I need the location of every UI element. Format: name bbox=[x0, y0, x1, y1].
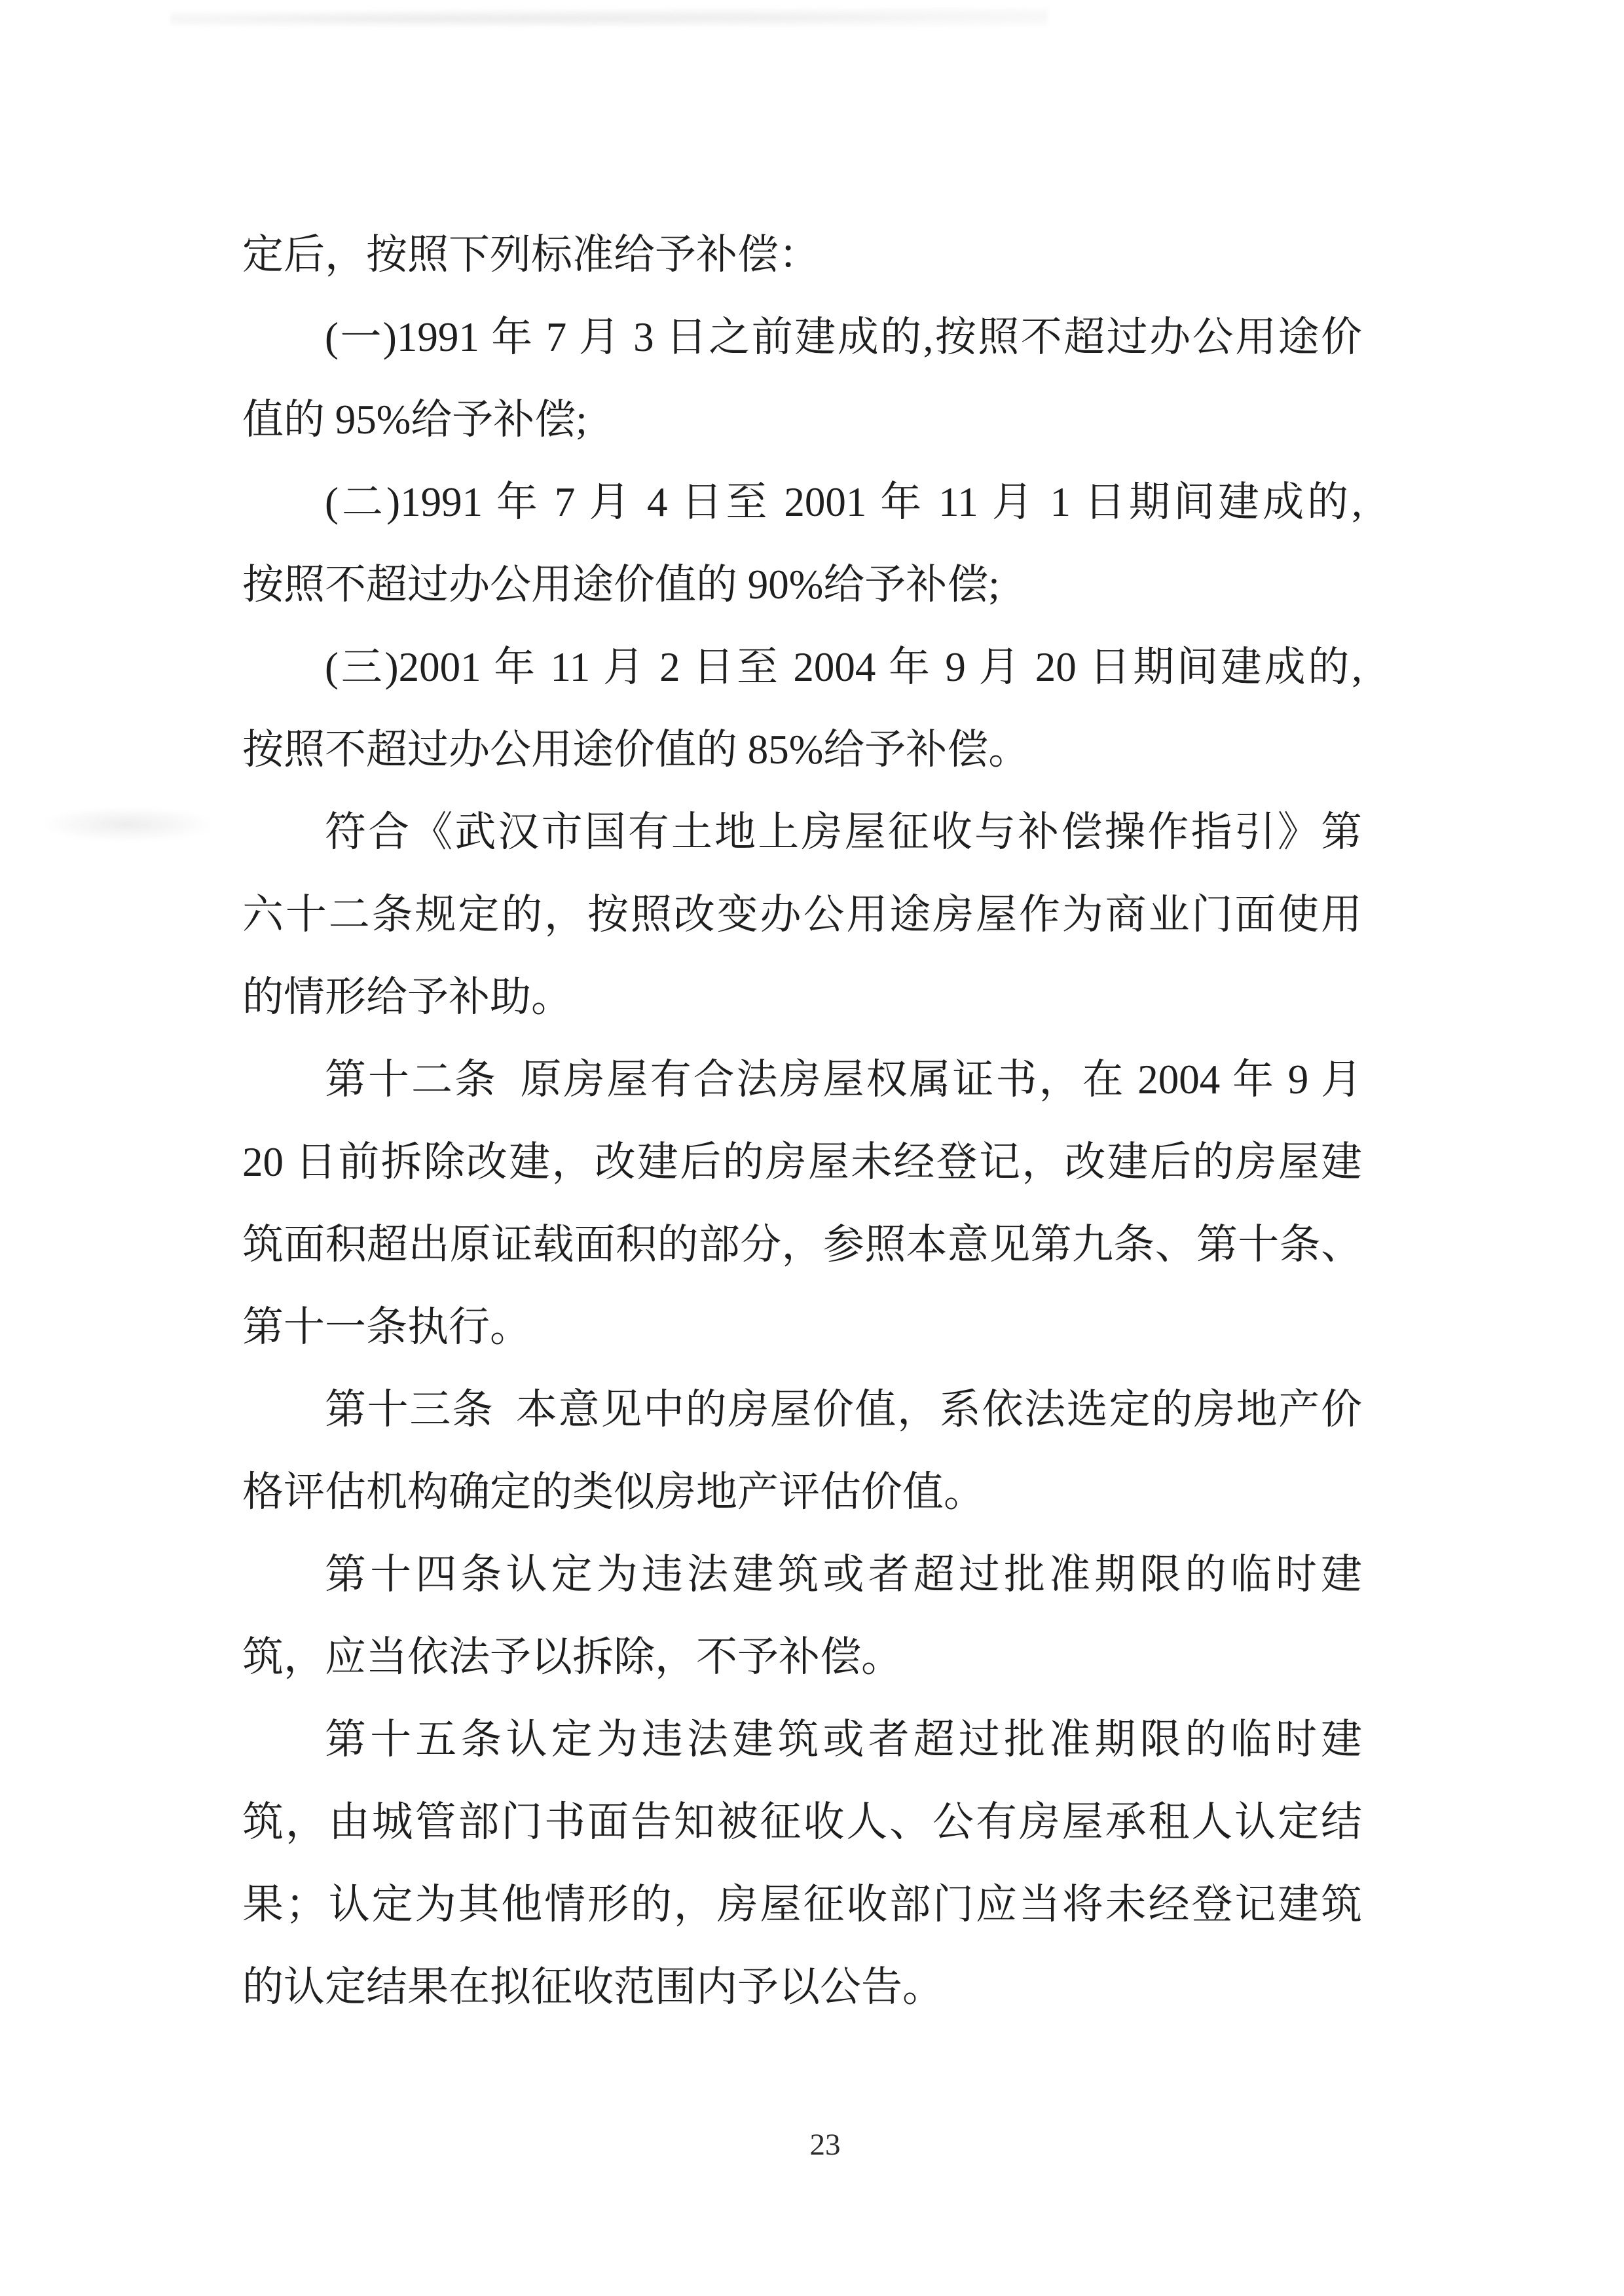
text-line: 果；认定为其他情形的，房屋征收部门应当将未经登记建筑 bbox=[242, 1882, 1362, 1927]
text-line: 的情形给予补助。 bbox=[242, 974, 572, 1020]
text-line: 筑，由城管部门书面告知被征收人、公有房屋承租人认定结 bbox=[242, 1799, 1362, 1845]
text-line: 第十五条认定为违法建筑或者超过批准期限的临时建 bbox=[325, 1717, 1362, 1762]
text-line: 第十四条认定为违法建筑或者超过批准期限的临时建 bbox=[325, 1552, 1362, 1597]
text-line: 六十二条规定的，按照改变办公用途房屋作为商业门面使用 bbox=[242, 892, 1362, 938]
text-line: 第十三条 本意见中的房屋价值，系依法选定的房地产价 bbox=[325, 1387, 1362, 1432]
text-line: 第十二条 原房屋有合法房屋权属证书，在 2004 年 9 月 bbox=[325, 1057, 1362, 1102]
text-line: 20 日前拆除改建，改建后的房屋未经登记，改建后的房屋建 bbox=[242, 1139, 1362, 1185]
text-line: (三)2001 年 11 月 2 日至 2004 年 9 月 20 日期间建成的, bbox=[325, 644, 1362, 690]
text-block bbox=[242, 213, 1362, 2028]
scan-smudge-artifact bbox=[39, 807, 216, 842]
text-line: 定后，按照下列标准给予补偿： bbox=[242, 232, 820, 278]
scan-noise-artifact bbox=[170, 8, 1048, 30]
text-line: (二)1991 年 7 月 4 日至 2001 年 11 月 1 日期间建成的, bbox=[325, 479, 1362, 525]
text-line: 值的 95%给予补偿; bbox=[242, 397, 587, 443]
text-line: 筑，应当依法予以拆除，不予补偿。 bbox=[242, 1634, 902, 1680]
text-line: 符合《武汉市国有土地上房屋征收与补偿操作指引》第 bbox=[325, 809, 1362, 855]
page-number: 23 bbox=[809, 2128, 841, 2162]
text-line: 按照不超过办公用途价值的 85%给予补偿。 bbox=[242, 727, 1030, 773]
text-line: (一)1991 年 7 月 3 日之前建成的,按照不超过办公用途价 bbox=[325, 314, 1362, 360]
text-line: 筑面积超出原证载面积的部分，参照本意见第九条、第十条、 bbox=[242, 1222, 1362, 1267]
text-line: 格评估机构确定的类似房地产评估价值。 bbox=[242, 1469, 985, 1515]
text-line: 第十一条执行。 bbox=[242, 1304, 531, 1350]
text-line: 的认定结果在拟征收范围内予以公告。 bbox=[242, 1964, 944, 2010]
text-line: 按照不超过办公用途价值的 90%给予补偿; bbox=[242, 562, 1000, 608]
